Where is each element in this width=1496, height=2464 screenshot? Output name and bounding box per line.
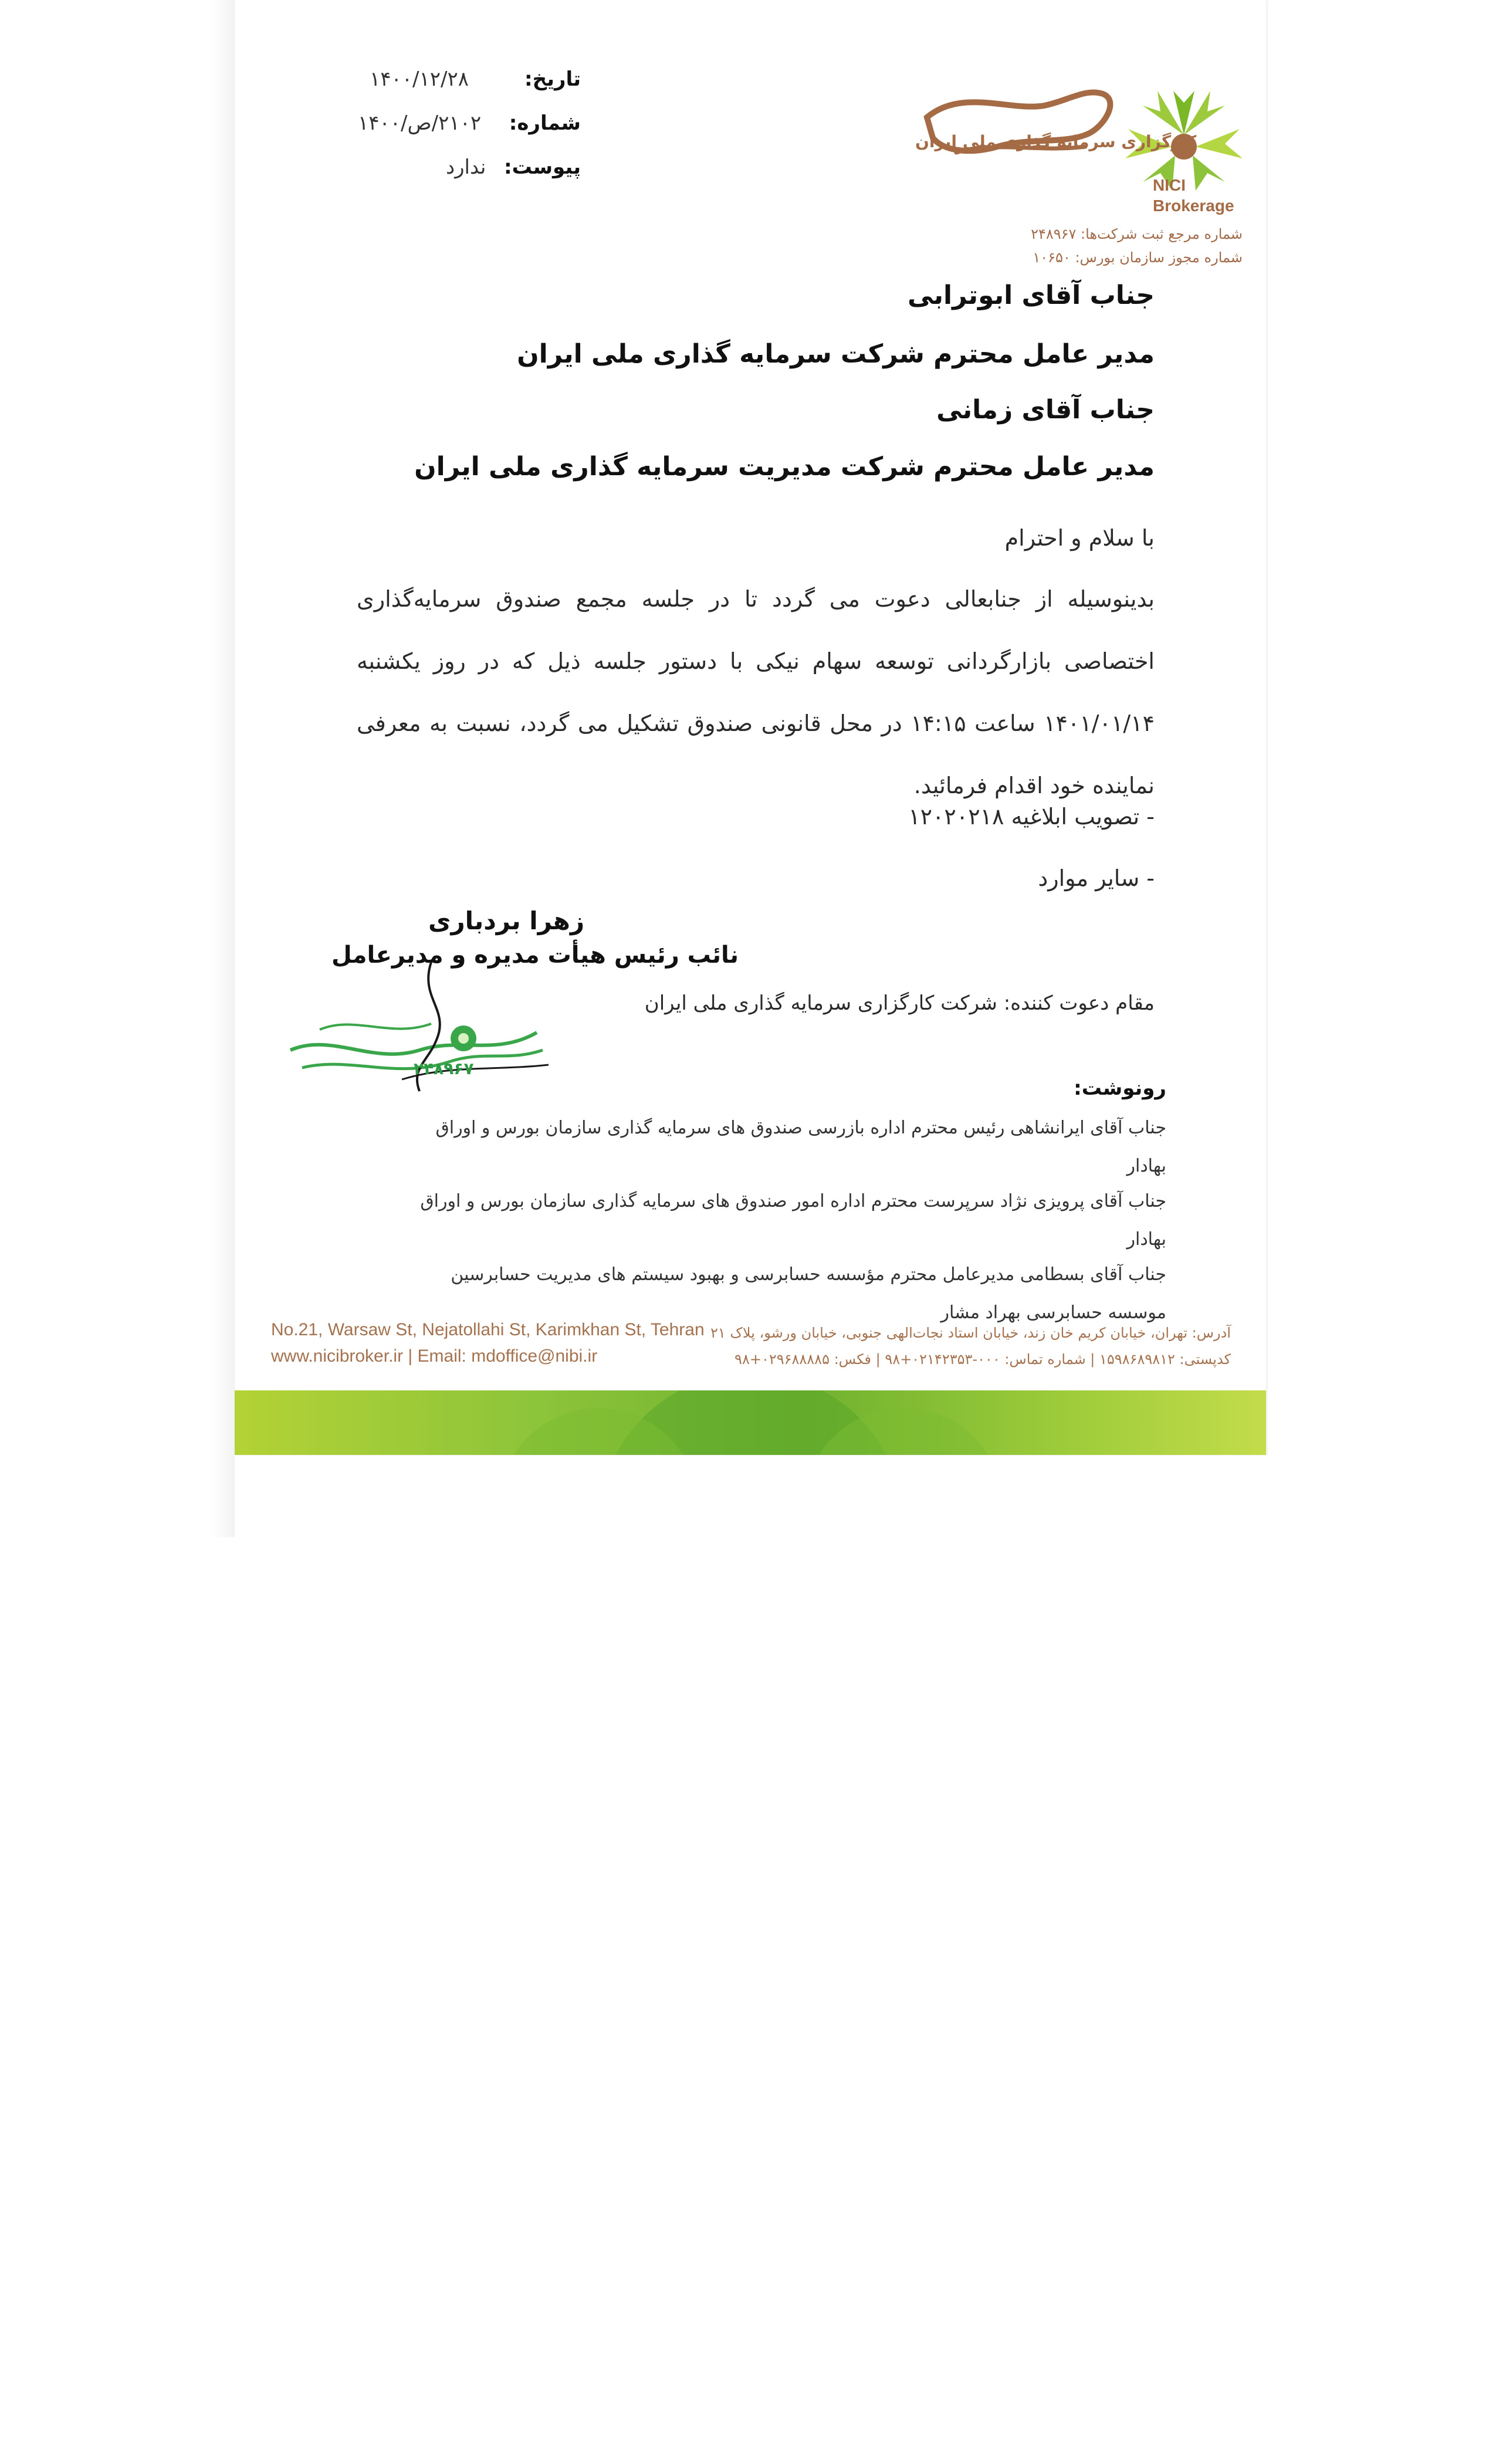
footer-address-en: No.21, Warsaw St, Nejatollahi St, Karimkhan St, Tehran bbox=[271, 1320, 705, 1339]
attachment-label: پیوست: bbox=[504, 155, 581, 179]
cc-line-1: جناب آقای ایرانشاهی رئیس محترم اداره بازرسی صندوق های سرمایه گذاری سازمان بورس و اوراق bbox=[435, 1118, 1166, 1138]
addressee-4: مدیر عامل محترم شرکت مدیریت سرمایه گذاری ملی ایران bbox=[414, 452, 1155, 482]
date-value: ۱۴۰۰/۱۲/۲۸ bbox=[370, 67, 469, 91]
invitation-paragraph: بدینوسیله از جنابعالی دعوت می گردد تا در جلسه مجمع صندوق سرمایه‌گذاری اختصاصی بازارگردانی توسعه سهام نیکی با دستور جلسه ذیل که در روز یکشنبه ۱۴۰۱/۰۱/۱۴ ساعت ۱۴:۱۵ در محل قانونی صندوق تشکیل می گردد، نسبت به معرفی نماینده خود اقدام فرمائید. bbox=[357, 586, 1155, 798]
number-row bbox=[358, 111, 581, 147]
attachment-value: ندارد bbox=[446, 155, 486, 179]
license-number: شماره مجوز سازمان بورس: ۱۰۶۵۰ bbox=[1033, 249, 1243, 266]
company-stamp-and-signature bbox=[285, 962, 566, 1115]
cc-line-4: بهادار bbox=[1126, 1229, 1166, 1250]
footer-address-fa: آدرس: تهران، خیابان کریم خان زند، خیابان استاد نجات‌الهی جنوبی، خیابان ورشو، پلاک ۲۱ bbox=[710, 1325, 1231, 1341]
agenda-item-1: - تصویب ابلاغیه ۱۲۰۲۰۲۱۸ bbox=[908, 804, 1155, 830]
logo-brand-persian: کارگزاری سرمایه گذاری ملی ایران bbox=[915, 132, 1197, 151]
company-logo bbox=[909, 65, 1255, 229]
footer-contact-fa: کدپستی: ۱۵۹۸۶۸۹۸۱۲ | شماره تماس: ۰۰۰-۰۲۱۴۲۳۵۳+۹۸ | فکس: ۰۲۹۶۸۸۸۸۵+۹۸ bbox=[735, 1351, 1231, 1368]
number-label: شماره: bbox=[509, 111, 581, 135]
date-row bbox=[370, 67, 581, 103]
cc-line-2: بهادار bbox=[1126, 1156, 1166, 1176]
attachment-row bbox=[446, 155, 581, 191]
letter-page bbox=[235, 0, 1266, 1455]
addressee-2: مدیر عامل محترم شرکت سرمایه گذاری ملی ایران bbox=[517, 339, 1155, 369]
addressee-1: جناب آقای ابوترابی bbox=[908, 280, 1155, 310]
footer-leaf-pattern bbox=[235, 1390, 1266, 1455]
date-label: تاریخ: bbox=[524, 67, 581, 91]
logo-brand-en-1: NICI bbox=[1153, 176, 1186, 194]
inviter: مقام دعوت کننده: شرکت کارگزاری سرمایه گذاری ملی ایران bbox=[644, 991, 1155, 1015]
signer-title: نائب رئیس هیأت مدیره و مدیرعامل bbox=[331, 942, 739, 969]
number-value: ۲۱۰۲/ص/۱۴۰۰ bbox=[358, 111, 482, 135]
cc-line-6: موسسه حسابرسی بهراد مشار bbox=[940, 1302, 1166, 1323]
cc-line-5: جناب آقای بسطامی مدیرعامل محترم مؤسسه حسابرسی و بهبود سیستم های مدیریت حسابرسین bbox=[451, 1264, 1166, 1285]
cc-line-3: جناب آقای پرویزی نژاد سرپرست محترم اداره امور صندوق های سرمایه گذاری سازمان بورس و اوراق bbox=[420, 1191, 1166, 1211]
agenda-item-2: - سایر موارد bbox=[1038, 865, 1155, 891]
greeting: با سلام و احترام bbox=[1004, 525, 1155, 551]
addressee-3: جناب آقای زمانی bbox=[936, 395, 1155, 425]
cc-title: رونوشت: bbox=[1074, 1077, 1166, 1100]
logo-brand-en-2: Brokerage bbox=[1153, 197, 1234, 215]
scan-shadow bbox=[211, 0, 235, 1537]
registration-number: شماره مرجع ثبت شرکت‌ها: ۲۴۸۹۶۷ bbox=[1031, 226, 1243, 242]
stamp-number: ۲۴۸۹۶۷ bbox=[414, 1059, 474, 1078]
footer-web-email: www.nicibroker.ir | Email: mdoffice@nibi.ir bbox=[271, 1346, 598, 1366]
footer-green-band bbox=[235, 1390, 1266, 1455]
signer-name: زهرا بردباری bbox=[428, 906, 585, 935]
